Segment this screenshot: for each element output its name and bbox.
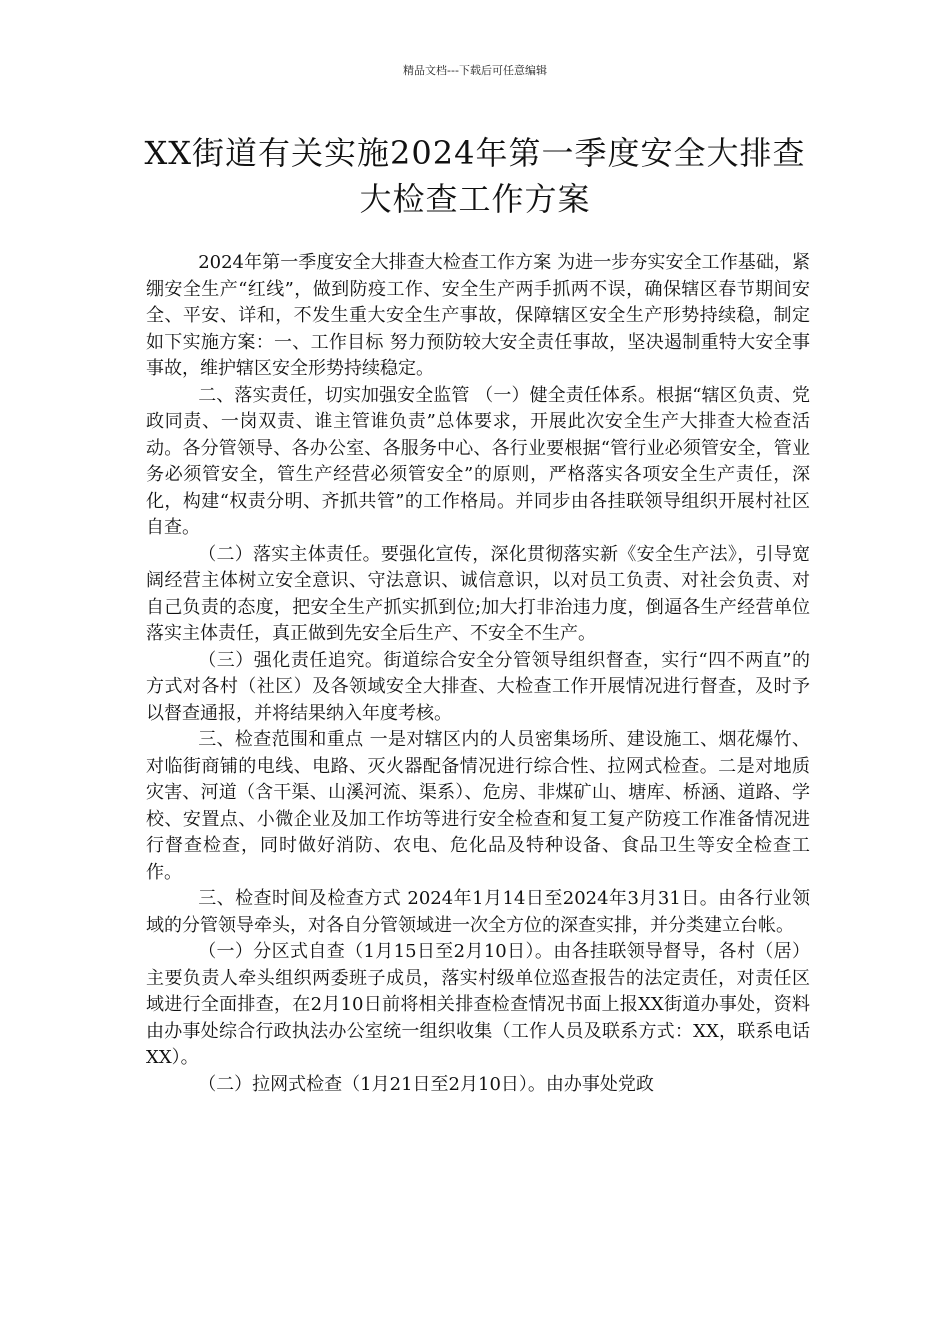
paragraph-3: （二）落实主体责任。要强化宣传，深化贯彻落实新《安全生产法》，引导宽阔经营主体树立安全意识、守法意识、诚信意识，以对员工负责、对社会负责、对自己负责的态度，把安全生产抓实抓到位;加大打非治违力度，倒逼各生产经营单位落实主体责任，真正做到先安全后生产、不安全不生产。 [146,543,810,644]
document-body [146,250,810,1098]
paragraph-7: （一）分区式自查（1月15日至2月10日）。由各挂联领导督导，各村（居）主要负责人牵头组织两委班子成员，落实村级单位巡查报告的法定责任，对责任区域进行全面排查，在2月10日前将相关排查检查情况书面上报XX街道办事处，资料由办事处综合行政执法办公室统一组织收集（工作人员及联系方式：XX，联系电话XX）。 [146,941,810,1068]
paragraph-5: 三、检查范围和重点 一是对辖区内的人员密集场所、建设施工、烟花爆竹、对临街商铺的电线、电路、灭火器配备情况进行综合性、拉网式检查。二是对地质灾害、河道（含干渠、山溪河流、渠系）、危房、非煤矿山、塘库、桥涵、道路、学校、安置点、小微企业及加工作坊等进行安全检查和复工复产防疫工作准备情况进行督查检查，同时做好消防、农电、危化品及特种设备、食品卫生等安全检查工作。 [146,729,810,883]
paragraph-4: （三）强化责任追究。街道综合安全分管领导组织督查，实行“四不两直”的方式对各村（社区）及各领域安全大排查、大检查工作开展情况进行督查，及时予以督查通报，并将结果纳入年度考核。 [146,649,810,724]
paragraph-8: （二）拉网式检查（1月21日至2月10日）。由办事处党政 [198,1073,654,1095]
paragraph-2: 二、落实责任，切实加强安全监管 （一）健全责任体系。根据“辖区负责、党政同责、一岗双责、谁主管谁负责”总体要求，开展此次安全生产大排查大检查活动。各分管领导、各办公室、各服务中心、各行业要根据“管行业必须管安全，管业务必须管安全，管生产经营必须管安全”的原则，严格落实各项安全生产责任，深化，构建“权责分明、齐抓共管”的工作格局。并同步由各挂联领导组织开展村社区自查。 [146,384,810,538]
paragraph-6: 三、检查时间及检查方式 2024年1月14日至2024年3月31日。由各行业领域的分管领导牵头，对各自分管领域进一次全方位的深查实排，并分类建立台帐。 [146,888,810,936]
header-note: 精品文档---下载后可任意编辑 [403,64,547,77]
document-title: XX街道有关实施2024年第一季度安全大排查大检查工作方案 [144,134,806,218]
paragraph-1: 2024年第一季度安全大排查大检查工作方案 为进一步夯实安全工作基础，紧绷安全生产“红线”，做到防疫工作、安全生产两手抓两不误，确保辖区春节期间安全、平安、详和，不发生重大安全生产事故，保障辖区安全生产形势持续稳，制定如下实施方案：一、工作目标 努力预防较大安全责任事故，坚决遏制重特大安全事事故，维护辖区安全形势持续稳定。 [146,252,810,379]
